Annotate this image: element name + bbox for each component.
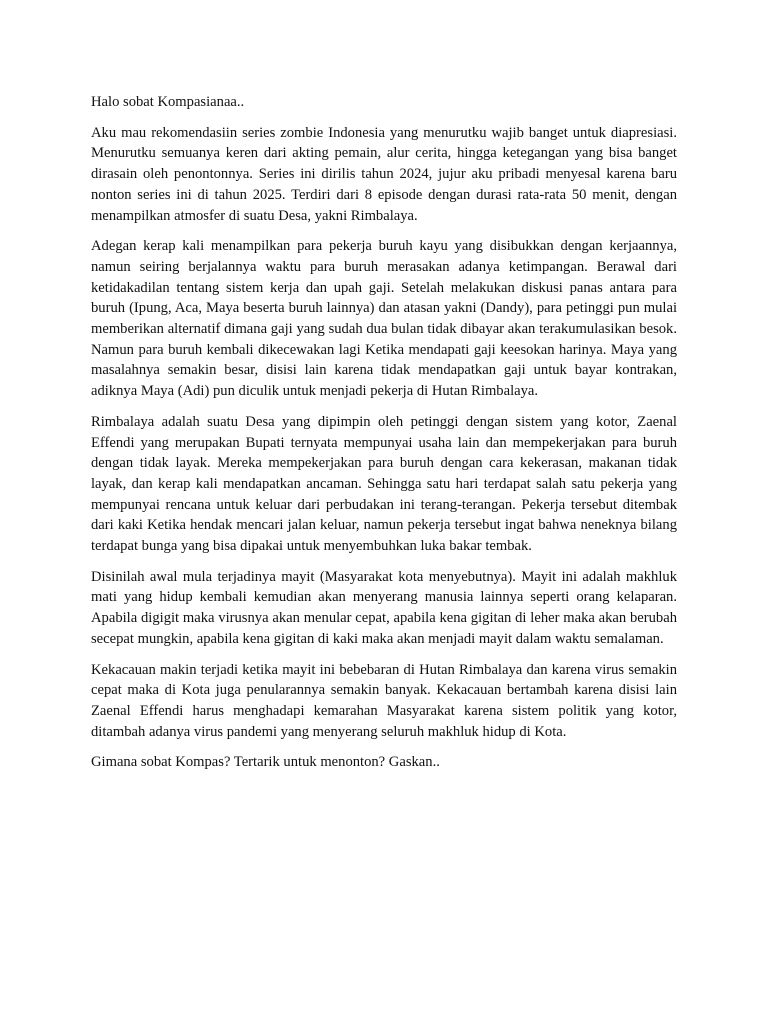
paragraph-intro: Aku mau rekomendasiin series zombie Indonesia yang menurutku wajib banget untuk diapresiasi. Menurutku semuanya keren dari akting pemain, alur cerita, hingga ketegangan yang bisa banget dirasain oleh penontonnya. Series ini dirilis tahun 2024, jujur aku pribadi menyesal karena baru nonton series ini di tahun 2025. Terdiri dari 8 episode dengan durasi rata-rata 50 menit, dengan menampilkan atmosfer di suatu Desa, yakni Rimbalaya. [91,124,677,224]
document-body [91,92,677,783]
closing-line: Gimana sobat Kompas? Tertarik untuk menonton? Gaskan.. [91,754,440,771]
paragraph-rimbalaya: Rimbalaya adalah suatu Desa yang dipimpin oleh petinggi dengan sistem yang kotor, Zaenal Effendi yang merupakan Bupati ternyata mempunyai usaha lain dan mempekerjakan para buruh dengan tidak layak. Mereka mempekerjakan para buruh dengan cara kekerasan, makanan tidak layak, dan kerap kali mendapatkan ancaman. Sehingga satu hari terdapat salah satu pekerja yang mempunyai rencana untuk keluar dari perbudakan ini terang-terangan. Pekerja tersebut ditembak dari kaki Ketika hendak mencari jalan keluar, namun pekerja tersebut ingat bahwa neneknya bilang terdapat bunga yang bisa dipakai untuk menyembuhkan luka bakar tembak. [91,413,677,555]
paragraph-plot-workers: Adegan kerap kali menampilkan para pekerja buruh kayu yang disibukkan dengan kerjaannya, namun seiring berjalannya waktu para buruh merasakan adanya ketimpangan. Berawal dari ketidakadilan tentang sistem kerja dan upah gaji. Setelah melakukan diskusi panas antara para buruh (Ipung, Aca, Maya beserta buruh lainnya) dan atasan yakni (Dandy), para petinggi pun mulai memberikan alternatif dimana gaji yang sudah dua bulan tidak dibayar akan terakumulasikan besok. Namun para buruh kembali dikecewakan lagi Ketika mendapati gaji keesokan harinya. Maya yang masalahnya semakin besar, disisi lain karena tidak mendapatkan gaji untuk bayar kontrakan, adiknya Maya (Adi) pun diculik untuk menjadi pekerja di Hutan Rimbalaya. [91,238,677,400]
greeting-line: Halo sobat Kompasianaa.. [91,94,245,110]
paragraph-mayit: Disinilah awal mula terjadinya mayit (Masyarakat kota menyebutnya). Mayit ini adalah makhluk mati yang hidup kembali kemudian akan menyerang manusia lainnya seperti orang kelaparan. Apabila digigit maka virusnya akan menular cepat, apabila kena gigitan di leher maka akan berubah secepat mungkin, apabila kena gigitan di kaki maka akan menjadi mayit dalam waktu semalaman. [91,568,677,647]
paragraph-chaos: Kekacauan makin terjadi ketika mayit ini bebebaran di Hutan Rimbalaya dan karena virus semakin cepat maka di Kota juga penularannya semakin banyak. Kekacauan bertambah karena disisi lain Zaenal Effendi harus menghadapi kemarahan Masyarakat karena sistem politik yang kotor, ditambah adanya virus pandemi yang menyerang seluruh makhluk hidup di Kota. [91,661,677,740]
